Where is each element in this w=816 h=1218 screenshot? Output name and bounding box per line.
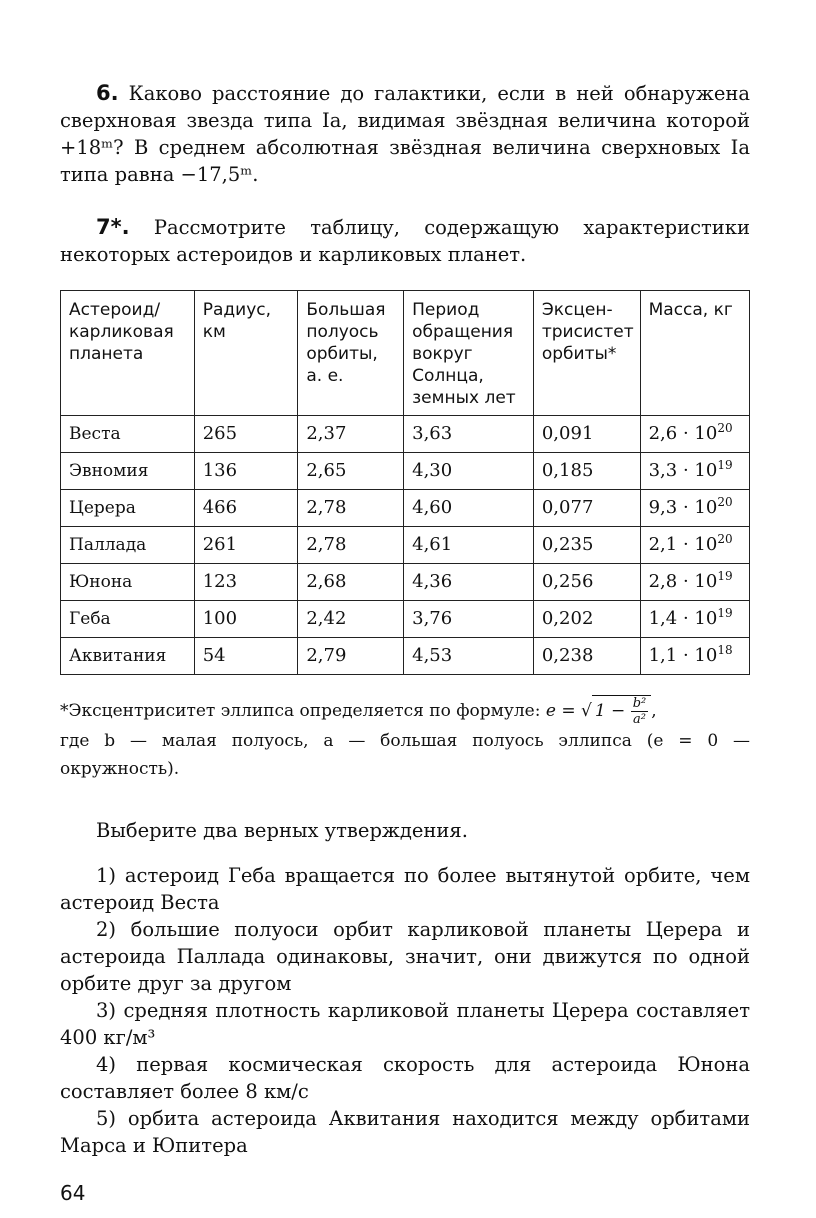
- cell-period: 4,36: [404, 564, 534, 601]
- sqrt-body: [592, 695, 651, 727]
- asteroid-table: [60, 290, 750, 675]
- cell-mass: [640, 453, 749, 490]
- cell-name: Церера: [61, 490, 195, 527]
- option-2: 2) большие полуоси орбит карликовой планеты Церера и астероида Паллада одинаковы, значит, они движутся по одной орбите друг за другом: [60, 918, 750, 995]
- mass-exponent: 19: [717, 569, 733, 583]
- cell-name: Веста: [61, 416, 195, 453]
- fraction-denominator: a²: [632, 712, 646, 727]
- option-3: 3) средняя плотность карликовой планеты Церера составляет 400 кг/м³: [60, 999, 750, 1049]
- formula-tail: ,: [651, 701, 657, 721]
- cell-name: Юнона: [61, 564, 195, 601]
- cell-eccentricity: 0,185: [533, 453, 640, 490]
- header-name: Астероид/ карликовая планета: [61, 291, 195, 416]
- cell-mass: [640, 527, 749, 564]
- textbook-page: [60, 72, 750, 1159]
- table-row: [61, 416, 750, 453]
- cell-semimajor-axis: 2,42: [298, 601, 404, 638]
- cell-mass: [640, 564, 749, 601]
- options-list: [60, 862, 750, 1159]
- cell-eccentricity: 0,235: [533, 527, 640, 564]
- mass-exponent: 20: [717, 495, 733, 509]
- formula-fraction: [631, 696, 649, 727]
- page-number: 64: [60, 1181, 86, 1205]
- mass-base: 1,1 · 10: [648, 645, 718, 666]
- cell-radius: 261: [194, 527, 298, 564]
- mass-base: 3,3 · 10: [648, 460, 718, 481]
- cell-eccentricity: 0,256: [533, 564, 640, 601]
- cell-radius: 136: [194, 453, 298, 490]
- cell-radius: 466: [194, 490, 298, 527]
- mass-base: 2,1 · 10: [648, 534, 718, 555]
- cell-semimajor-axis: 2,37: [298, 416, 404, 453]
- table-row: [61, 601, 750, 638]
- table-header-row: [61, 291, 750, 416]
- cell-eccentricity: 0,202: [533, 601, 640, 638]
- mass-exponent: 19: [717, 606, 733, 620]
- task-6-number: 6.: [96, 81, 119, 105]
- cell-name: Геба: [61, 601, 195, 638]
- choose-instruction: Выберите два верных утверждения.: [96, 819, 468, 842]
- cell-mass: [640, 601, 749, 638]
- cell-period: 4,53: [404, 638, 534, 675]
- cell-period: 3,63: [404, 416, 534, 453]
- cell-eccentricity: 0,091: [533, 416, 640, 453]
- task-7-number: 7*.: [96, 215, 130, 239]
- table-body: [61, 416, 750, 675]
- table-row: [61, 490, 750, 527]
- sqrt-sign: √: [580, 701, 592, 721]
- cell-name: Паллада: [61, 527, 195, 564]
- header-period: Период обращения вокруг Солнца, земных лет: [404, 291, 534, 416]
- cell-eccentricity: 0,238: [533, 638, 640, 675]
- mass-base: 1,4 · 10: [648, 608, 718, 629]
- header-mass: Масса, кг: [640, 291, 749, 416]
- table-row: [61, 453, 750, 490]
- table-row: [61, 564, 750, 601]
- mass-exponent: 18: [717, 643, 733, 657]
- cell-semimajor-axis: 2,68: [298, 564, 404, 601]
- mass-exponent: 20: [717, 532, 733, 546]
- header-eccentricity: Эксцен-трисистет орбиты*: [533, 291, 640, 416]
- cell-name: Аквитания: [61, 638, 195, 675]
- cell-mass: [640, 490, 749, 527]
- mass-exponent: 19: [717, 458, 733, 472]
- task-7-text: Рассмотрите таблицу, содержащую характеристики некоторых астероидов и карликовых планет.: [60, 216, 750, 266]
- cell-period: 4,60: [404, 490, 534, 527]
- task-7: [60, 214, 750, 268]
- cell-mass: [640, 416, 749, 453]
- cell-mass: [640, 638, 749, 675]
- task-6: [60, 80, 750, 188]
- header-radius: Радиус, км: [194, 291, 298, 416]
- cell-semimajor-axis: 2,79: [298, 638, 404, 675]
- mass-base: 2,8 · 10: [648, 571, 718, 592]
- cell-semimajor-axis: 2,78: [298, 490, 404, 527]
- formula-lhs: e =: [545, 701, 581, 721]
- formula-one: 1 −: [594, 701, 631, 721]
- cell-radius: 54: [194, 638, 298, 675]
- footnote-lead: *Эксцентриситет эллипса определяется по формуле:: [60, 701, 546, 721]
- header-semimajor-axis: Большая полуось орбиты, а. е.: [298, 291, 404, 416]
- table-row: [61, 527, 750, 564]
- mass-exponent: 20: [717, 421, 733, 435]
- table-row: [61, 638, 750, 675]
- task-6-text: Каково расстояние до галактики, если в ней обнаружена сверхновая звезда типа Ia, видимая звёздная величина которой +18ᵐ? В среднем абсолютная звёздная величина сверхновых Ia типа равна −17,5ᵐ.: [60, 82, 750, 186]
- cell-radius: 265: [194, 416, 298, 453]
- cell-eccentricity: 0,077: [533, 490, 640, 527]
- fraction-numerator: b²: [632, 696, 647, 711]
- cell-period: 4,30: [404, 453, 534, 490]
- footnote-rest: где b — малая полуось, a — большая полуось эллипса (e = 0 — окружность).: [60, 731, 750, 779]
- footnote: [60, 695, 750, 783]
- cell-semimajor-axis: 2,78: [298, 527, 404, 564]
- mass-base: 2,6 · 10: [648, 423, 718, 444]
- cell-period: 4,61: [404, 527, 534, 564]
- option-4: 4) первая космическая скорость для астероида Юнона составляет более 8 км/с: [60, 1053, 750, 1103]
- cell-period: 3,76: [404, 601, 534, 638]
- asteroid-table-wrap: [60, 290, 750, 675]
- cell-semimajor-axis: 2,65: [298, 453, 404, 490]
- cell-radius: 100: [194, 601, 298, 638]
- cell-radius: 123: [194, 564, 298, 601]
- cell-name: Эвномия: [61, 453, 195, 490]
- mass-base: 9,3 · 10: [648, 497, 718, 518]
- option-5: 5) орбита астероида Аквитания находится между орбитами Марса и Юпитера: [60, 1107, 750, 1157]
- option-1: 1) астероид Геба вращается по более вытянутой орбите, чем астероид Веста: [60, 864, 750, 914]
